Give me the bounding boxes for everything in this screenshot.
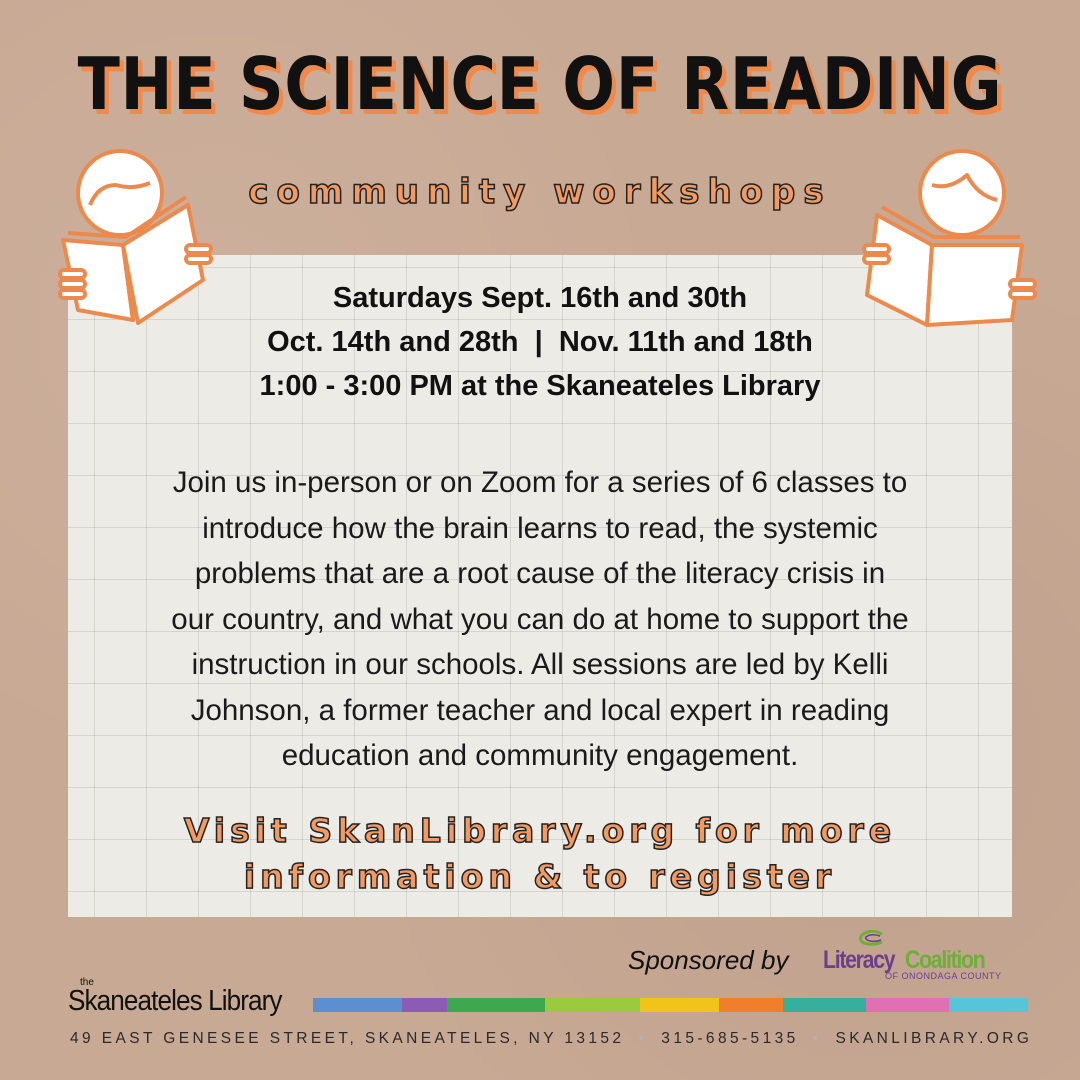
description-line: introduce how the brain learns to read, the systemic <box>202 511 878 545</box>
description-line: education and community engagement. <box>281 739 799 772</box>
stripe-segment <box>719 998 783 1012</box>
poster-title: THE SCIENCE OF READING <box>77 42 1003 126</box>
literacy-coalition-logo <box>823 930 1023 985</box>
separator-dot: • <box>812 1030 822 1047</box>
schedule-line: Saturdays Sept. 16th and 30th <box>332 282 748 314</box>
stripe-segment <box>313 998 402 1012</box>
library-logo: Skaneateles Library <box>68 985 282 1017</box>
logo-subtitle: OF ONONDAGA COUNTY <box>885 971 1002 981</box>
schedule-line: 1:00 - 3:00 PM at the Skaneateles Library <box>259 370 821 402</box>
logo-word-coalition: Coalition <box>905 946 985 974</box>
description-line: Join us in-person or on Zoom for a series of 6 classes to <box>172 466 908 499</box>
description-paragraph <box>80 460 1000 779</box>
description-line: instruction in our schools. All sessions are led by Kelli <box>191 648 889 681</box>
website-link[interactable]: SKANLIBRARY.ORG <box>835 1030 1033 1047</box>
stripe-segment <box>545 998 640 1012</box>
poster-subtitle: community workshops <box>248 172 832 212</box>
description-line: our country, and what you can do at home to support the <box>171 602 909 636</box>
schedule-line: Oct. 14th and 28th | Nov. 11th and 18th <box>267 326 813 358</box>
address-text: 49 EAST GENESEE STREET, SKANEATELES, NY 13152 <box>70 1030 625 1047</box>
description-line: problems that are a root cause of the literacy crisis in <box>194 557 886 590</box>
color-stripe <box>313 998 1028 1012</box>
library-logo-the: the <box>80 977 94 988</box>
stripe-segment <box>783 998 866 1012</box>
call-to-action <box>0 808 1080 900</box>
stripe-segment <box>402 998 447 1012</box>
stripe-segment <box>866 998 949 1012</box>
schedule-block <box>0 276 1080 408</box>
logo-word-literacy: Literacy <box>823 946 895 974</box>
separator-dot: • <box>638 1030 648 1047</box>
description-line: Johnson, a former teacher and local expert in reading <box>190 693 890 727</box>
stripe-segment <box>447 998 546 1012</box>
cta-line: Visit SkanLibrary.org for more <box>183 811 897 850</box>
footer-contact <box>70 1030 1033 1048</box>
sponsored-by-label: Sponsored by <box>628 945 789 975</box>
stripe-segment <box>640 998 719 1012</box>
cta-line: information & to register <box>243 857 837 896</box>
stripe-segment <box>949 998 1028 1012</box>
phone-text: 315-685-5135 <box>661 1030 799 1047</box>
